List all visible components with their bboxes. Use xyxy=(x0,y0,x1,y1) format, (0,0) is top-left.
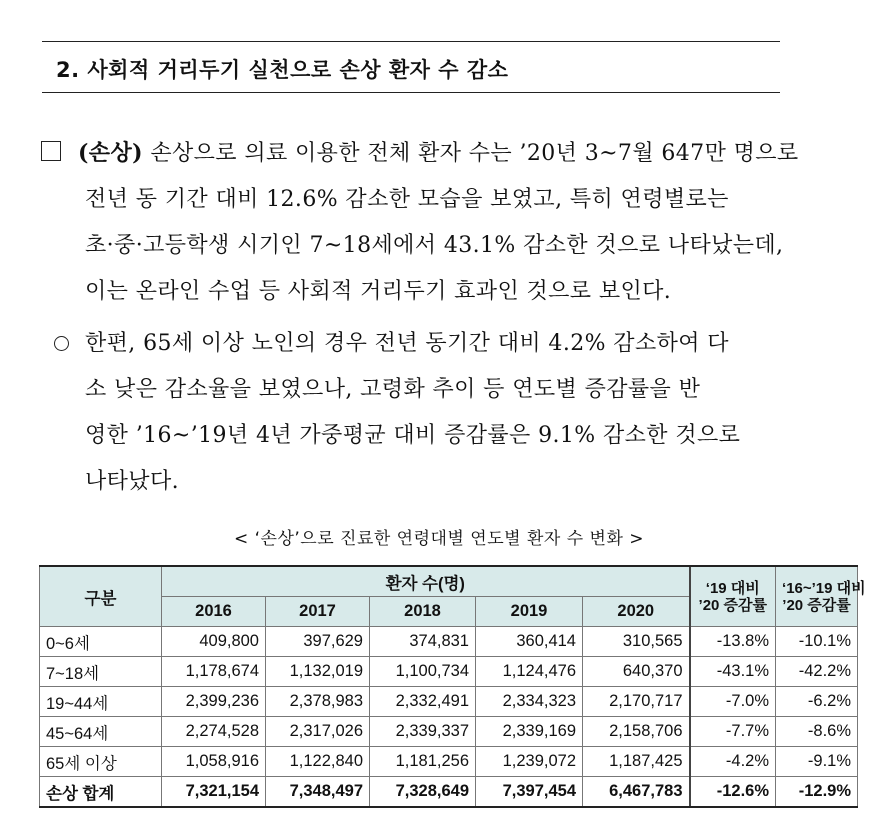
header-pct1-line1: ‘19 대비 xyxy=(705,579,760,597)
cell-pct-vs-avg: -8.6% xyxy=(776,717,858,747)
row-label: 65세 이상 xyxy=(40,747,162,777)
table-row xyxy=(40,747,858,777)
header-pct2-line2: ’20 증감률 xyxy=(782,596,851,614)
cell-2019: 2,334,323 xyxy=(476,687,583,717)
cell-pct-vs-avg: -6.2% xyxy=(776,687,858,717)
paragraph2-line2: 소 낮은 감소율을 보였으나, 고령화 추이 등 연도별 증감률을 반 xyxy=(85,377,701,402)
header-pct-vs-2019 xyxy=(690,566,776,627)
cell-2017: 1,132,019 xyxy=(266,657,370,687)
cell-2019: 1,239,072 xyxy=(476,747,583,777)
row-label: 0~6세 xyxy=(40,627,162,657)
cell-2017: 2,378,983 xyxy=(266,687,370,717)
row-label: 45~64세 xyxy=(40,717,162,747)
cell-2017: 1,122,840 xyxy=(266,747,370,777)
cell-2017: 7,348,497 xyxy=(266,777,370,808)
header-year: 2017 xyxy=(266,597,370,627)
section-heading: 2. 사회적 거리두기 실천으로 손상 환자 수 감소 xyxy=(56,58,509,82)
header-patient-count: 환자 수(명) xyxy=(162,566,690,597)
cell-2019: 360,414 xyxy=(476,627,583,657)
cell-pct-vs-2019: -4.2% xyxy=(690,747,776,777)
cell-2018: 374,831 xyxy=(370,627,476,657)
patients-table xyxy=(39,565,866,808)
cell-2020: 1,187,425 xyxy=(583,747,690,777)
cell-pct-vs-avg: -42.2% xyxy=(776,657,858,687)
header-year: 2018 xyxy=(370,597,476,627)
cell-2017: 2,317,026 xyxy=(266,717,370,747)
table-row xyxy=(40,717,858,747)
cell-2019: 2,339,169 xyxy=(476,717,583,747)
table-row xyxy=(40,657,858,687)
cell-pct-vs-2019: -13.8% xyxy=(690,627,776,657)
table-row-total xyxy=(40,777,858,808)
square-bullet-icon xyxy=(41,141,61,161)
cell-pct-vs-2019: -7.0% xyxy=(690,687,776,717)
cell-2016: 2,274,528 xyxy=(162,717,266,747)
cell-2016: 1,058,916 xyxy=(162,747,266,777)
cell-pct-vs-avg: -9.1% xyxy=(776,747,858,777)
header-pct-vs-avg xyxy=(776,566,866,627)
paragraph2-line4: 나타났다. xyxy=(85,469,180,494)
cell-2019: 1,124,476 xyxy=(476,657,583,687)
paragraph1-line1 xyxy=(78,136,799,167)
table-caption: < ‘손상’으로 진료한 연령대별 연도별 환자 수 변화 > xyxy=(233,529,645,549)
cell-2020: 2,158,706 xyxy=(583,717,690,747)
cell-2018: 7,328,649 xyxy=(370,777,476,808)
paragraph2-line3: 영한 ’16~’19년 4년 가중평균 대비 증감률은 9.1% 감소한 것으로 xyxy=(85,423,741,448)
cell-2016: 409,800 xyxy=(162,627,266,657)
paragraph1-line1-text: 손상으로 의료 이용한 전체 환자 수는 ’20년 3~7월 647만 명으로 xyxy=(142,141,799,166)
cell-pct-vs-avg: -10.1% xyxy=(776,627,858,657)
header-year: 2019 xyxy=(476,597,583,627)
cell-2018: 2,339,337 xyxy=(370,717,476,747)
cell-2019: 7,397,454 xyxy=(476,777,583,808)
cell-pct-vs-2019: -7.7% xyxy=(690,717,776,747)
cell-2020: 2,170,717 xyxy=(583,687,690,717)
cell-2020: 6,467,783 xyxy=(583,777,690,808)
row-label: 19~44세 xyxy=(40,687,162,717)
cell-2018: 2,332,491 xyxy=(370,687,476,717)
table-row xyxy=(40,687,858,717)
cell-2017: 397,629 xyxy=(266,627,370,657)
cell-2016: 1,178,674 xyxy=(162,657,266,687)
paragraph1-lead: (손상) xyxy=(78,140,143,166)
paragraph1-line3: 초·중·고등학생 시기인 7~18세에서 43.1% 감소한 것으로 나타났는데, xyxy=(85,233,784,258)
header-pct2-line1: ‘16~’19 대비 xyxy=(782,579,866,597)
cell-pct-vs-2019: -12.6% xyxy=(690,777,776,808)
paragraph2-line1: 한편, 65세 이상 노인의 경우 전년 동기간 대비 4.2% 감소하여 다 xyxy=(85,331,729,356)
section-heading-box xyxy=(42,41,780,93)
cell-2016: 2,399,236 xyxy=(162,687,266,717)
header-category: 구분 xyxy=(40,566,162,627)
header-pct1-line2: ’20 증감률 xyxy=(698,596,768,614)
paragraph1-line2: 전년 동 기간 대비 12.6% 감소한 모습을 보였고, 특히 연령별로는 xyxy=(85,187,729,212)
cell-2018: 1,100,734 xyxy=(370,657,476,687)
header-year: 2020 xyxy=(583,597,690,627)
row-label: 손상 합계 xyxy=(40,777,162,808)
paragraph1-line4: 이는 온라인 수업 등 사회적 거리두기 효과인 것으로 보인다. xyxy=(85,279,672,304)
cell-2018: 1,181,256 xyxy=(370,747,476,777)
circle-bullet-icon xyxy=(54,336,69,351)
cell-2016: 7,321,154 xyxy=(162,777,266,808)
cell-2020: 310,565 xyxy=(583,627,690,657)
cell-2020: 640,370 xyxy=(583,657,690,687)
cell-pct-vs-2019: -43.1% xyxy=(690,657,776,687)
table-row xyxy=(40,627,858,657)
row-label: 7~18세 xyxy=(40,657,162,687)
cell-pct-vs-avg: -12.9% xyxy=(776,777,858,808)
header-year: 2016 xyxy=(162,597,266,627)
